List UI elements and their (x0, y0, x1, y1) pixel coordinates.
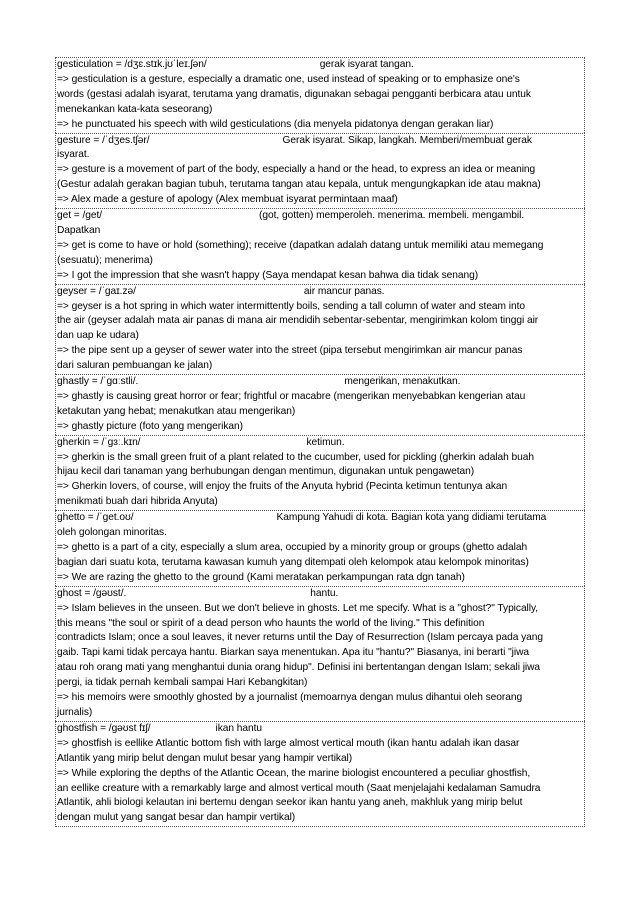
entry-text-line: hijau kecil dari tanaman yang berhubungan dengan mentimun, digunakan untuk pengawetan) (57, 466, 475, 478)
entry-text-line: => Islam believes in the unseen. But we don't believe in ghosts. Let me specify. What is a "ghost?" Typically, (57, 602, 539, 614)
entry-headword-line (56, 436, 584, 451)
entry-gherkin (55, 435, 585, 511)
entry-text-line: => Alex made a gesture of apology (Alex membuat isyarat permintaan maaf) (57, 194, 398, 206)
entry-headword-line (56, 511, 584, 526)
headword-pronunciation: geyser = /ˈɡaɪ.zə/ (57, 285, 136, 297)
entry-gesture (55, 133, 585, 209)
headword-translation: Kampung Yahudi di kota. Bagian kota yang didiami terutama (276, 512, 547, 524)
entry-text-line: => We are razing the ghetto to the ground (Kami meratakan perkampungan rata dgn tanah) (57, 571, 465, 583)
entry-text-line: => the pipe sent up a geyser of sewer water into the street (pipa tersebut mengirimkan air mancur panas (57, 345, 523, 357)
entry-ghost (55, 586, 585, 721)
headword-translation: Gerak isyarat. Sikap, langkah. Memberi/membuat gerak (282, 134, 532, 146)
entry-text-line: dari saluran pembuangan ke jalan) (57, 360, 213, 372)
entry-text-line: ketakutan yang hebat; menakutkan atau mengerikan) (57, 405, 296, 417)
entry-text-line: isyarat. (57, 149, 90, 161)
entry-text-line: dan uap ke udara) (57, 330, 139, 342)
entry-text-line: (sesuatu); menerima) (57, 254, 153, 266)
headword-translation: ketimun. (306, 436, 345, 448)
entry-gesticulation (55, 57, 585, 133)
headword-pronunciation: gherkin = /ˈɡɜː.kɪn/ (57, 436, 141, 448)
entry-text-line: menekankan kata-kata seseorang) (57, 103, 213, 115)
headword-translation: mengerikan, menakutkan. (344, 376, 461, 388)
entry-text-line: Atlantik yang mirip belut dengan mulut besar yang hampir vertikal) (57, 752, 353, 764)
entry-ghetto (55, 510, 585, 586)
entry-headword-line (56, 58, 584, 73)
entry-text-line: words (gestasi adalah isyarat, terutama yang dramatis, digunakan sebagai pengganti berbicara atau untuk (57, 88, 531, 100)
entry-text-line: => geyser is a hot spring in which water intermittently boils, sending a tall column of water and steam into (57, 300, 525, 312)
entry-text-line: this means "the soul or spirit of a dead person who haunts the world of the living." This definition (57, 617, 485, 629)
entry-text-line: => ghastly picture (foto yang mengerikan) (57, 420, 243, 432)
headword-pronunciation: ghostfish = /ɡəʊst fɪʃ/ (57, 722, 151, 734)
entry-text-line: => gesture is a movement of part of the body, especially a hand or the head, to express an idea or meaning (57, 164, 536, 176)
entry-text-line: atau roh orang mati yang menghantui dunia orang hidup". Definisi ini bertentangan dengan Islam; sekali jiwa (57, 662, 541, 674)
entry-get (55, 208, 585, 284)
headword-pronunciation: gesticulation = /dʒɛ.stɪk.jʊˈleɪ.ʃən/ (57, 59, 207, 70)
entry-text-line: pergi, ia tidak pernah kembali sampai Hari Kebangkitan) (57, 677, 308, 689)
headword-pronunciation: ghastly = /ˈɡɑːstli/. (57, 376, 139, 388)
entry-text-line: => gherkin is the small green fruit of a plant related to the cucumber, used for pickling (gherkin adalah buah (57, 451, 534, 463)
entry-headword-line (56, 587, 584, 602)
dictionary-entries (55, 57, 585, 827)
entry-geyser (55, 284, 585, 374)
entry-text-line: contradicts Islam; once a soul leaves, it never returns until the Day of Resurrection (Islam percaya pada yang (57, 632, 544, 644)
entry-headword-line (56, 209, 584, 224)
entry-headword-line (56, 375, 584, 390)
entry-text-line: (Gestur adalah gerakan bagian tubuh, terutama tangan atau kepala, untuk mengungkapkan ide atau makna) (57, 179, 541, 191)
entry-text-line: => ghastly is causing great horror or fear; frightful or macabre (mengerikan menyebabkan kengerian atau (57, 390, 526, 402)
entry-text-line: => his memoirs were smoothly ghosted by a journalist (memoarnya dengan mulus dihantui oleh seorang (57, 692, 523, 704)
entry-headword-line (56, 285, 584, 300)
entry-text-line: oleh golongan minoritas. (57, 527, 167, 539)
headword-translation: hantu. (310, 587, 339, 599)
entry-text-line: => he punctuated his speech with wild gesticulations (dia menyela pidatonya dengan gerakan liar) (57, 118, 494, 130)
headword-translation: (got, gotten) memperoleh. menerima. membeli. mengambil. (259, 210, 525, 222)
entry-text-line: gaib. Tapi kami tidak percaya hantu. Biarkan saya menentukan. Apa itu "hantu?" Biasanya, ini berarti "jiwa (57, 647, 529, 659)
entry-text-line: bagian dari suatu kota, terutama kawasan kumuh yang ditempati oleh kelompok atau kelompok minoritas) (57, 556, 529, 568)
entry-headword-line (56, 722, 584, 737)
entry-text-line: dengan mulut yang sangat besar dan hampir vertikal) (57, 812, 296, 824)
entry-text-line: => While exploring the depths of the Atlantic Ocean, the marine biologist encountered a peculiar ghostfish, (57, 767, 531, 779)
headword-pronunciation: get = /get/ (57, 210, 103, 222)
entry-text-line: => ghostfish is eellike Atlantic bottom fish with large almost vertical mouth (ikan hantu adalah ikan dasar (57, 737, 520, 749)
headword-translation: ikan hantu (215, 722, 263, 734)
entry-text-line: Atlantik, ahli biologi kelautan ini bertemu dengan seekor ikan hantu yang aneh, makhluk yang mirip belut (57, 797, 523, 809)
entry-text-line: jurnalis) (57, 706, 93, 718)
headword-pronunciation: gesture = /ˈdʒes.tʃər/ (57, 134, 150, 146)
entry-text-line: Dapatkan (57, 224, 101, 236)
entry-ghastly (55, 374, 585, 435)
headword-translation: gerak isyarat tangan. (319, 59, 414, 70)
headword-translation: air mancur panas. (303, 285, 385, 297)
entry-text-line: => ghetto is a part of a city, especially a slum area, occupied by a minority group or groups (ghetto adalah (57, 542, 528, 553)
entry-text-line: => Gherkin lovers, of course, will enjoy the fruits of the Anyuta hybrid (Pecinta ketimun tentunya akan (57, 481, 508, 493)
headword-pronunciation: ghost = /ɡəʊst/. (57, 587, 127, 599)
entry-text-line: an eellike creature with a remarkably large and almost vertical mouth (Saat menjelajahi kedalaman Samudra (57, 782, 541, 794)
entry-text-line: menikmati buah dari hibrida Anyuta) (57, 496, 218, 508)
entry-headword-line (56, 134, 584, 149)
entry-text-line: => gesticulation is a gesture, especially a dramatic one, used instead of speaking or to emphasize one's (57, 73, 520, 85)
headword-pronunciation: ghetto = /ˈɡet.oʊ/ (57, 512, 134, 524)
entry-text-line: the air (geyser adalah mata air panas di mana air mendidih sebentar-sebentar, mengirimkan kolom tinggi air (57, 315, 539, 327)
entry-ghostfish (55, 721, 585, 827)
entry-text-line: => get is come to have or hold (something); receive (dapatkan adalah datang untuk memiliki atau memegang (57, 239, 544, 251)
entry-text-line: => I got the impression that she wasn't happy (Saya mendapat kesan bahwa dia tidak senang) (57, 269, 479, 281)
